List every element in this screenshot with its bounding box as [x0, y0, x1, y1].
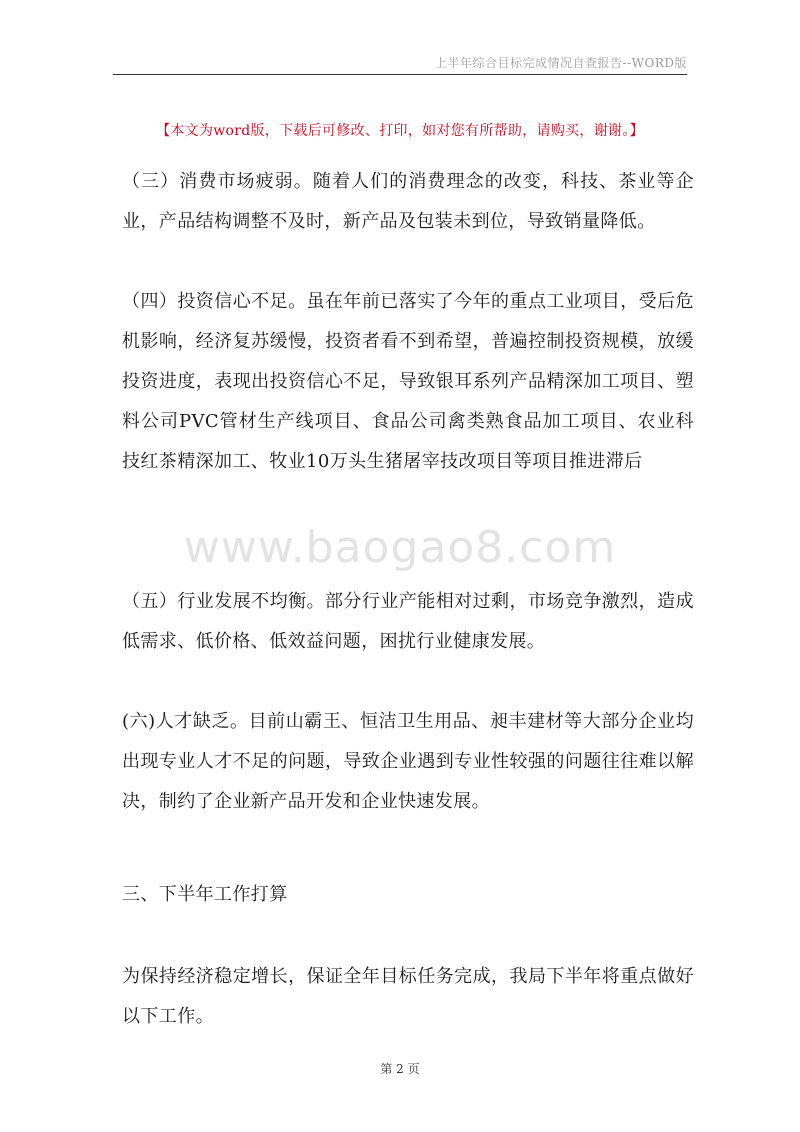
paragraph-consumer-market: （三）消费市场疲弱。随着人们的消费理念的改变，科技、茶业等企业，产品结构调整不及时，新产品及包装未到位，导致销量降低。	[122, 171, 694, 232]
page-number: 第 2 页	[380, 1062, 420, 1076]
purchase-notice: 【本文为word版，下载后可修改、打印，如对您有所帮助，请购买，谢谢。】	[156, 123, 644, 139]
paragraph-investment-confidence: （四）投资信心不足。虽在年前已落实了今年的重点工业项目，受后危机影响，经济复苏缓慢，投资者看不到希望，普遍控制投资规模，放缓投资进度，表现出投资信心不足，导致银耳系列产品精深加工项目、塑料公司PVC管材生产线项目、食品公司禽类熟食品加工项目、农业科技红茶精深加工、牧业10万头生猪屠宰技改项目等项目推进滞后	[122, 291, 694, 472]
paragraph-industry-balance: （五）行业发展不均衡。部分行业产能相对过剩，市场竞争激烈，造成低需求、低价格、低效益问题，困扰行业健康发展。	[122, 591, 694, 652]
section-heading-second-half-plan: 三、下半年工作打算	[122, 884, 288, 905]
paragraph-talent-shortage: (六)人才缺乏。目前山霸王、恒洁卫生用品、昶丰建材等大部分企业均出现专业人才不足的问题，导致企业遇到专业性较强的问题往往难以解决，制约了企业新产品开发和企业快速发展。	[122, 711, 694, 812]
paragraph-second-half-intro: 为保持经济稳定增长，保证全年目标任务完成，我局下半年将重点做好以下工作。	[122, 966, 694, 1027]
running-header: 上半年综合目标完成情况自查报告--WORD版	[435, 56, 687, 70]
site-watermark: www.baogao8.com	[183, 522, 617, 573]
header-divider	[113, 74, 687, 75]
